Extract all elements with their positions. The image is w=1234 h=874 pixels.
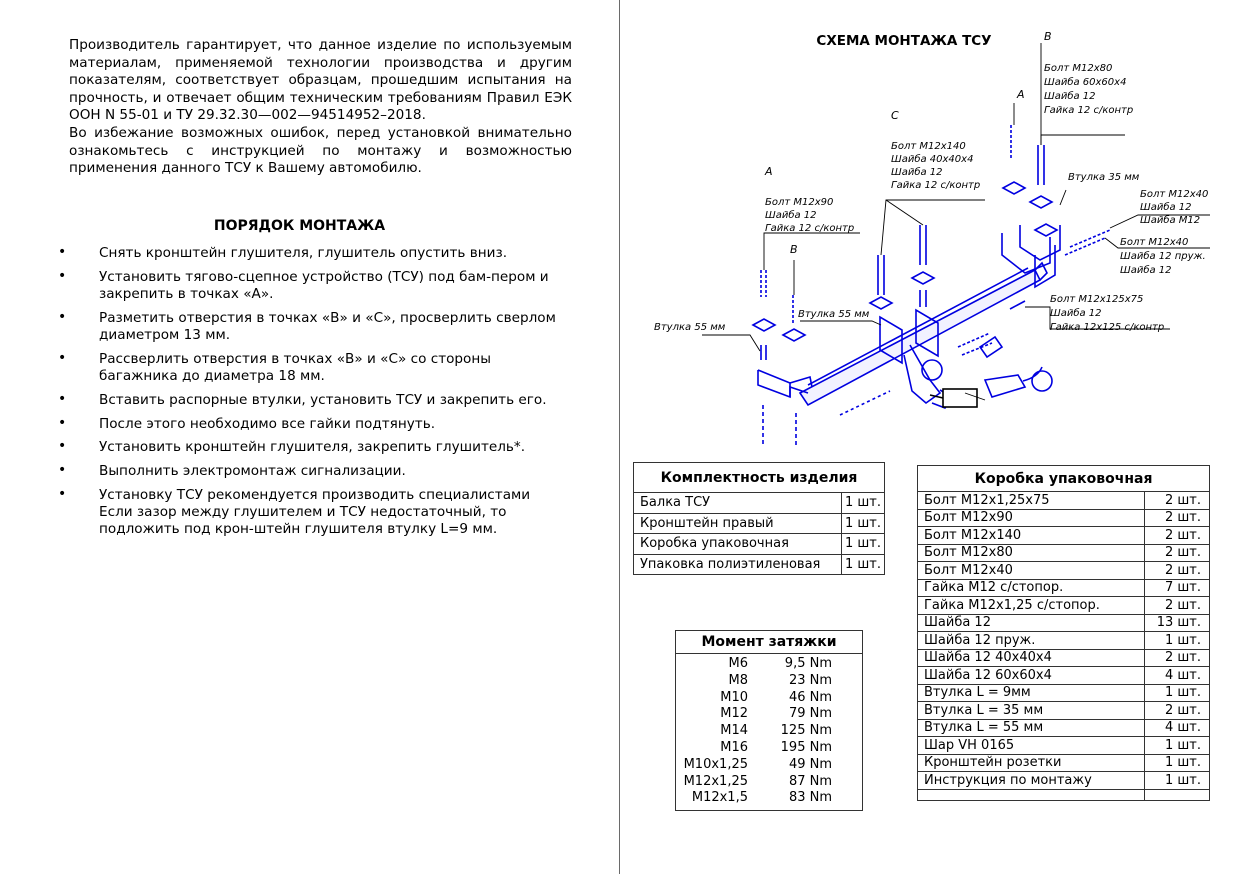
- step-text: Выполнить электромонтаж сигнализации.: [99, 463, 406, 480]
- callout-text: Болт М12х90: [765, 197, 834, 208]
- callout-letter: C: [891, 109, 899, 122]
- table-cell: Болт М12х80: [918, 544, 1145, 562]
- table-cell: Болт М12х1,25х75: [918, 492, 1145, 510]
- table-cell: Гайка М12х1,25 с/стопор.: [918, 597, 1145, 615]
- tow-ball: [904, 345, 1052, 408]
- table-row: [676, 690, 863, 707]
- list-item: [58, 487, 568, 539]
- step-text: Снять кронштейн глушителя, глушитель опустить вниз.: [99, 245, 508, 261]
- table-cell: [918, 789, 1145, 800]
- table-row: [918, 789, 1210, 800]
- table-cell: Шайба 12 40х40х4: [918, 649, 1145, 667]
- list-item: [58, 269, 568, 303]
- table-cell: 46 Nm: [770, 690, 863, 707]
- intro-paragraph: Производитель гарантирует, что данное изделие по используемым материалам, применяемой технологии производства и другим показателям, соответствует образцам, прошедшим испытания на прочность, и отвечает общим техническим требованиям Правил ЕЭК ООН N 55-01 и ТУ 29.32.30—002—94514952–2018.: [69, 37, 572, 124]
- callout-text: Гайка 12 с/контр: [891, 180, 981, 191]
- callout-text: Шайба 12 пруж.: [1120, 251, 1206, 262]
- table-cell: 1 шт.: [1145, 632, 1210, 650]
- callout-text: Гайка 12 с/контр: [1044, 105, 1134, 116]
- table-cell: Шайба 12 пруж.: [918, 632, 1145, 650]
- table-cell: 4 шт.: [1145, 719, 1210, 737]
- list-item: [58, 310, 568, 344]
- step-text: Вставить распорные втулки, установить ТСУ и закрепить его.: [99, 391, 547, 408]
- bullet-icon: •: [58, 438, 67, 455]
- callout-text: Шайба 12: [1050, 308, 1102, 319]
- callout-text: Болт М12х40: [1140, 189, 1209, 200]
- table-row: [918, 527, 1210, 545]
- callout-text: Шайба 40х40х4: [891, 154, 974, 165]
- table-cell: М10х1,25: [676, 757, 771, 774]
- callout-text: Втулка 35 мм: [1068, 172, 1140, 183]
- callout-text: Втулка 55 мм: [654, 322, 726, 333]
- page-divider: [619, 0, 620, 874]
- bullet-icon: •: [58, 349, 67, 366]
- bolt-c-right: [912, 225, 934, 307]
- table-cell: Гайка М12 с/стопор.: [918, 579, 1145, 597]
- table-cell: 1 шт.: [841, 554, 884, 575]
- step-text: Установить тягово-сцепное устройство (ТСУ) под бам-пером и закрепить в точках «А».: [99, 268, 549, 302]
- table-row: [676, 757, 863, 774]
- table-cell: М12х1,25: [676, 774, 771, 791]
- table-cell: 125 Nm: [770, 723, 863, 740]
- step-text: Разметить отверстия в точках «В» и «С», просверлить сверлом диаметром 13 мм.: [99, 309, 556, 343]
- table-cell: Упаковка полиэтиленовая: [634, 554, 842, 575]
- table-cell: 4 шт.: [1145, 667, 1210, 685]
- callout-text: Шайба М12: [1140, 215, 1201, 226]
- list-item: [58, 245, 568, 262]
- table-cell: М14: [676, 723, 771, 740]
- table-cell: 49 Nm: [770, 757, 863, 774]
- mounting-diagram: [640, 25, 1220, 455]
- table-cell: 2 шт.: [1145, 597, 1210, 615]
- table-cell: М8: [676, 673, 771, 690]
- table-cell: Втулка L = 55 мм: [918, 719, 1145, 737]
- callout-text: Болт М12х140: [891, 141, 966, 152]
- table-row: [634, 493, 885, 514]
- table-row: [918, 684, 1210, 702]
- table-cell: 2 шт.: [1145, 649, 1210, 667]
- table-cell: Шайба 12: [918, 614, 1145, 632]
- table-cell: 2 шт.: [1145, 562, 1210, 580]
- table-row: [676, 706, 863, 723]
- table-row: [918, 702, 1210, 720]
- table-cell: 2 шт.: [1145, 527, 1210, 545]
- table-row: [918, 562, 1210, 580]
- callout-text: Гайка 12х125 с/контр: [1050, 322, 1165, 333]
- table-cell: 1 шт.: [841, 493, 884, 514]
- table-cell: 83 Nm: [770, 790, 863, 810]
- step-text: Рассверлить отверстия в точках «В» и «С» со стороны багажника до диаметра 18 мм.: [99, 350, 491, 384]
- callout-text: Болт М12х40: [1120, 237, 1189, 248]
- table-cell: Болт М12х140: [918, 527, 1145, 545]
- table-cell: Втулка L = 35 мм: [918, 702, 1145, 720]
- table-cell: М16: [676, 740, 771, 757]
- intro-paragraph: Во избежание возможных ошибок, перед установкой внимательно ознакомьтесь с инструкцией по монтажу и возможностью применения данного ТСУ к Вашему автомобилю.: [69, 124, 572, 177]
- table-cell: 1 шт.: [841, 534, 884, 555]
- list-item: [58, 416, 568, 433]
- table-cell: Инструкция по монтажу: [918, 772, 1145, 790]
- kit-table: [633, 462, 885, 575]
- bolt-a-right: [1003, 125, 1025, 194]
- table-cell: 7 шт.: [1145, 579, 1210, 597]
- kit-table-title: Комплектность изделия: [634, 463, 885, 493]
- callout-text: Шайба 12: [1140, 202, 1192, 213]
- box-table-title: Коробка упаковочная: [918, 466, 1210, 492]
- callout-text: Втулка 55 мм: [798, 309, 870, 320]
- table-cell: Втулка L = 9мм: [918, 684, 1145, 702]
- callout-letter: B: [790, 243, 798, 256]
- table-row: [918, 649, 1210, 667]
- table-row: [918, 632, 1210, 650]
- table-row: [918, 579, 1210, 597]
- table-cell: Балка ТСУ: [634, 493, 842, 514]
- table-cell: М10: [676, 690, 771, 707]
- table-cell: Шайба 12 60х60х4: [918, 667, 1145, 685]
- table-row: [918, 597, 1210, 615]
- bullet-icon: •: [58, 414, 67, 431]
- bullet-icon: •: [58, 244, 67, 260]
- step-text: После этого необходимо все гайки подтянуть.: [99, 415, 436, 432]
- table-cell: 2 шт.: [1145, 509, 1210, 527]
- table-cell: 195 Nm: [770, 740, 863, 757]
- table-row: [676, 673, 863, 690]
- table-cell: Болт М12х40: [918, 562, 1145, 580]
- table-row: [676, 654, 863, 673]
- table-row: [634, 513, 885, 534]
- table-cell: 2 шт.: [1145, 492, 1210, 510]
- callout-letter: A: [765, 165, 773, 178]
- intro-text: [69, 37, 572, 178]
- table-cell: 1 шт.: [841, 513, 884, 534]
- table-row: [676, 774, 863, 791]
- torque-table: [675, 630, 863, 811]
- table-cell: Шар VH 0165: [918, 737, 1145, 755]
- table-cell: Кронштейн правый: [634, 513, 842, 534]
- step-text: Установить кронштейн глушителя, закрепить глушитель*.: [99, 439, 526, 456]
- table-cell: 87 Nm: [770, 774, 863, 791]
- table-row: [676, 723, 863, 740]
- list-item: [58, 463, 568, 480]
- table-cell: 1 шт.: [1145, 737, 1210, 755]
- procedure-title: ПОРЯДОК МОНТАЖА: [213, 218, 386, 234]
- box-table: [917, 465, 1210, 801]
- callout-letter: B: [1044, 30, 1052, 43]
- table-row: [676, 740, 863, 757]
- step-text: Установку ТСУ рекомендуется производить специалистами Если зазор между глушителем и ТСУ недостаточный, то подложить под крон-штейн глушителя втулку L=9 мм.: [99, 486, 531, 538]
- table-row: [918, 614, 1210, 632]
- callout-text: Шайба 12: [765, 210, 817, 221]
- callout-text: Шайба 12: [891, 167, 943, 178]
- table-row: [918, 754, 1210, 772]
- table-cell: 2 шт.: [1145, 702, 1210, 720]
- table-cell: М6: [676, 654, 771, 673]
- table-cell: 1 шт.: [1145, 754, 1210, 772]
- table-row: [918, 544, 1210, 562]
- bullet-icon: •: [58, 267, 67, 284]
- bullet-icon: •: [58, 308, 67, 325]
- table-cell: 9,5 Nm: [770, 654, 863, 673]
- scheme-title: СХЕМА МОНТАЖА ТСУ: [816, 33, 992, 49]
- table-row: [634, 554, 885, 575]
- callout-text: Гайка 12 с/контр: [765, 223, 855, 234]
- bolt-c-left: [870, 255, 892, 309]
- table-row: [918, 667, 1210, 685]
- list-item: [58, 351, 568, 385]
- bolt-b-right: [1030, 145, 1057, 236]
- table-row: [918, 509, 1210, 527]
- table-row: [918, 737, 1210, 755]
- table-cell: Кронштейн розетки: [918, 754, 1145, 772]
- table-row: [676, 790, 863, 810]
- table-row: [634, 534, 885, 555]
- table-cell: 2 шт.: [1145, 544, 1210, 562]
- list-item: [58, 392, 568, 409]
- callout-text: Болт М12х125х75: [1050, 294, 1144, 305]
- table-cell: 23 Nm: [770, 673, 863, 690]
- callout-text: Шайба 12: [1044, 91, 1096, 102]
- callout-text: Шайба 60х60х4: [1044, 77, 1127, 88]
- table-row: [918, 719, 1210, 737]
- table-row: [918, 492, 1210, 510]
- callout-text: Болт М12х80: [1044, 63, 1113, 74]
- table-cell: [1145, 789, 1210, 800]
- list-item: [58, 439, 568, 456]
- table-cell: 79 Nm: [770, 706, 863, 723]
- bullet-icon: •: [58, 485, 67, 502]
- bullet-icon: •: [58, 390, 67, 407]
- table-cell: 1 шт.: [1145, 772, 1210, 790]
- table-cell: М12: [676, 706, 771, 723]
- table-cell: М12х1,5: [676, 790, 771, 810]
- table-cell: 13 шт.: [1145, 614, 1210, 632]
- table-cell: Болт М12х90: [918, 509, 1145, 527]
- bolt-a-left: [753, 270, 775, 445]
- table-cell: 1 шт.: [1145, 684, 1210, 702]
- bullet-icon: •: [58, 462, 67, 479]
- table-row: [918, 772, 1210, 790]
- callout-letter: A: [1017, 88, 1025, 101]
- procedure-steps: [58, 245, 568, 545]
- callout-text: Шайба 12: [1120, 265, 1172, 276]
- torque-table-title: Момент затяжки: [676, 631, 863, 654]
- table-cell: Коробка упаковочная: [634, 534, 842, 555]
